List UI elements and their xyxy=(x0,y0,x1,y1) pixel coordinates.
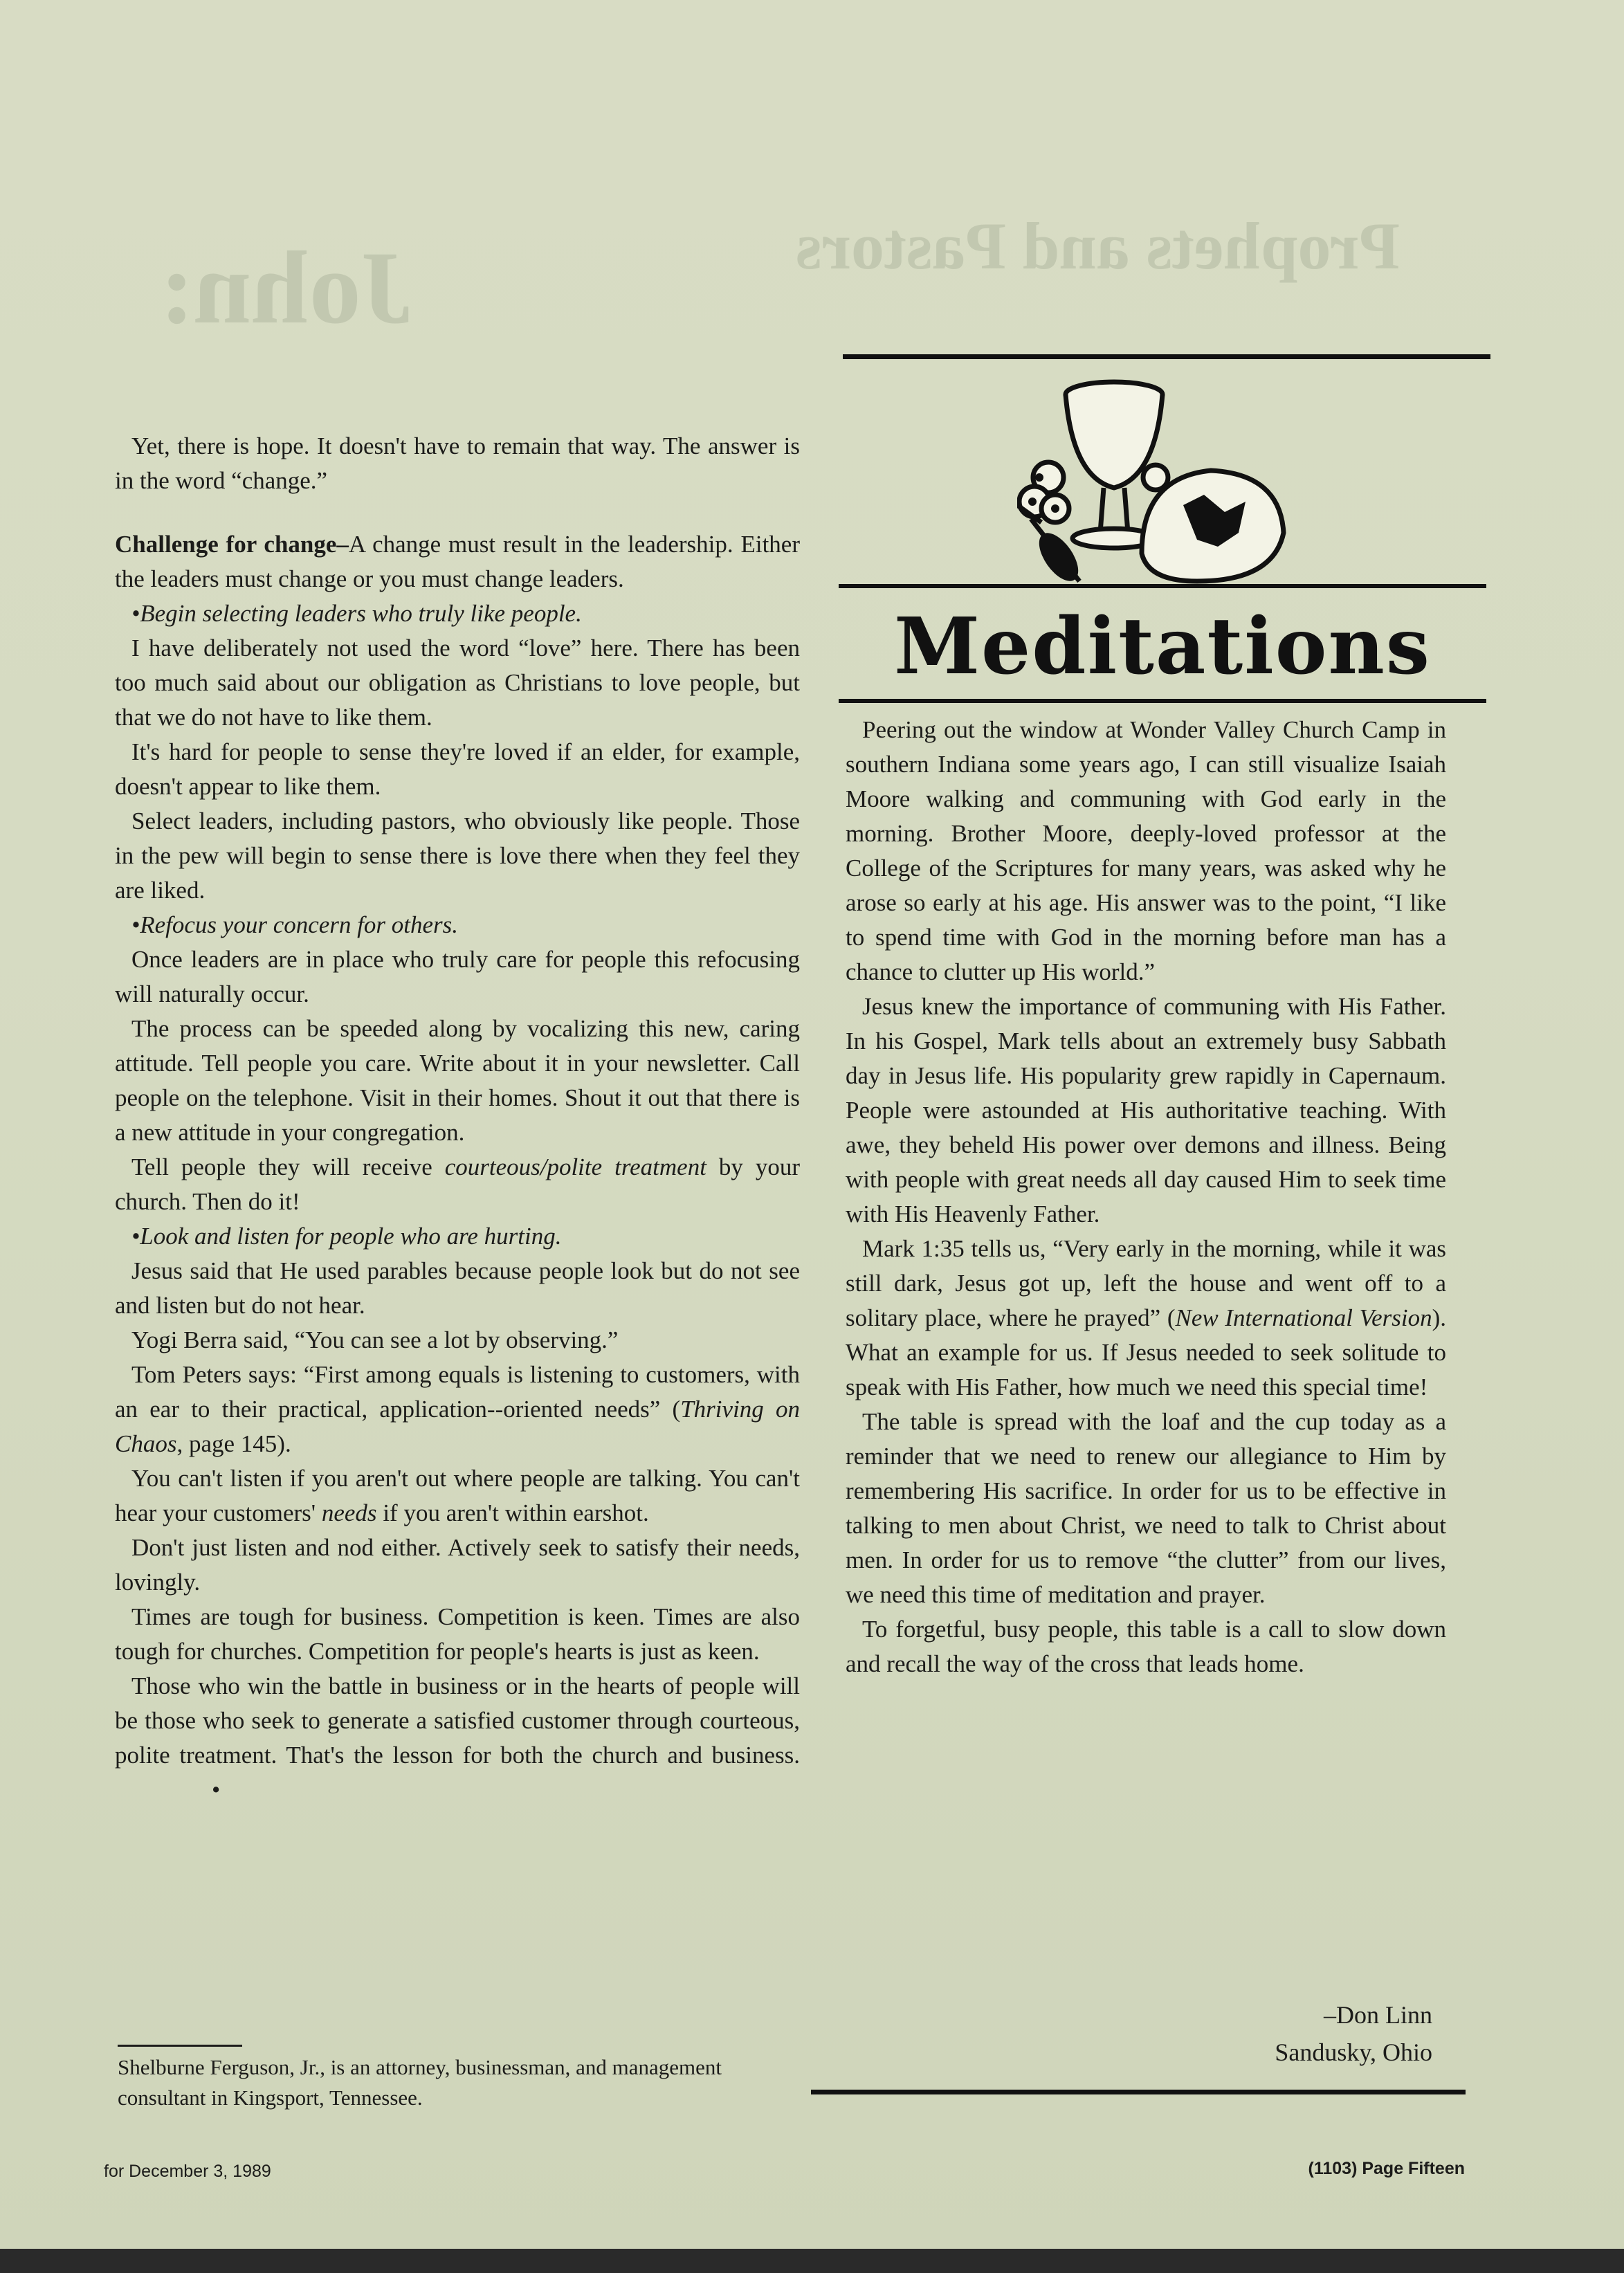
bullet-point: •Look and listen for people who are hurting. xyxy=(131,1223,562,1250)
issue-date-footer: for December 3, 1989 xyxy=(104,2162,271,2181)
article-paragraph: Tell people they will receive courteous/polite treatment by your church. Then do it! xyxy=(115,1153,801,1215)
article-paragraph: Times are tough for business. Competition is keen. Times are also tough for churches. Competition for people's hearts is just as keen. xyxy=(115,1603,800,1665)
meditations-title: Meditations xyxy=(894,601,1431,692)
bleed-through-heading-left: John: xyxy=(159,230,413,345)
article-paragraph: Yet, there is hope. It doesn't have to remain that way. The answer is in the word “change.” xyxy=(115,432,800,494)
bleed-through-heading-right: Prophets and Pastors xyxy=(796,209,1400,283)
illustration-baseline-rule xyxy=(839,584,1486,588)
meditation-paragraph: To forgetful, busy people, this table is a call to slow down and recall the way of the cross that leads home. xyxy=(846,1616,1446,1677)
article-paragraph: Don't just listen and nod either. Actively seek to satisfy their needs, lovingly. xyxy=(115,1534,800,1596)
article-paragraph: Select leaders, including pastors, who obviously like people. Those in the pew will begin to sense there is love there when they feel they are liked. xyxy=(115,807,800,904)
author-footnote: Shelburne Ferguson, Jr., is an attorney, businessman, and management consultant in Kingsport, Tennessee. xyxy=(118,2055,722,2110)
meditation-paragraph: Jesus knew the importance of communing with His Father. In his Gospel, Mark tells about an extremely busy Sabbath day in Jesus life. His popularity grew rapidly in Capernaum. People were astounded at His authoritative teaching. With awe, they beheld His power over demons and illness. Being with people with great needs all day caused Him to seek time with His Heavenly Father. xyxy=(846,993,1446,1227)
meditation-byline xyxy=(1107,1996,1432,2071)
meditation-paragraph: Mark 1:35 tells us, “Very early in the morning, while it was still dark, Jesus got up, left the house and went off to a solitary place, where he prayed” (New International Version). What an example for us. If Jesus needed to seek solitude to speak with His Father, how much we need this special time! xyxy=(846,1235,1446,1400)
bottom-rule xyxy=(811,2090,1466,2094)
article-paragraph: It's hard for people to sense they're loved if an elder, for example, doesn't appear to like them. xyxy=(115,738,800,800)
top-rule xyxy=(843,354,1490,359)
byline-place: Sandusky, Ohio xyxy=(1275,2038,1432,2066)
footnote-divider xyxy=(118,2045,242,2047)
article-paragraph: I have deliberately not used the word “love” here. There has been too much said about our obligation as Christians to love people, but that we do not have to like them. xyxy=(115,635,800,731)
subheading: Challenge for change– xyxy=(115,531,349,558)
article-paragraph: You can't listen if you aren't out where people are talking. You can't hear your customers' needs if you aren't within earshot. xyxy=(115,1465,800,1526)
article-paragraph: Yogi Berra said, “You can see a lot by observing.” xyxy=(131,1326,619,1353)
article-paragraph: Those who win the battle in business or in the hearts of people will be those who seek to generate a satisfied customer through courteous, polite treatment. That's the lesson for both the church and business. • xyxy=(115,1672,800,1803)
meditations-column xyxy=(846,713,1446,1681)
article-paragraph: The process can be speeded along by vocalizing this new, caring attitude. Tell people you care. Write about it in your newsletter. Call people on the telephone. Visit in their homes. Shout it out that there is a new attitude in your congregation. xyxy=(115,1015,800,1146)
article-paragraph: Tom Peters says: “First among equals is listening to customers, with an ear to their practical, application--oriented needs” (Thriving on Chaos, page 145). xyxy=(115,1361,801,1457)
meditation-paragraph: Peering out the window at Wonder Valley Church Camp in southern Indiana some years ago, I can still visualize Isaiah Moore walking and communing with God early in the morning. Brother Moore, deeply-loved professor at the College of the Scriptures for many years, was asked why he arose so early at his age. His answer was to the point, “I like to spend time with God in the morning before man has a chance to clutter up His world.” xyxy=(846,716,1446,985)
article-paragraph: Jesus said that He used parables because people look but do not see and listen but do not hear. xyxy=(115,1257,800,1319)
page-number-footer: (1103) Page Fifteen xyxy=(1308,2159,1465,2178)
scan-edge xyxy=(0,2249,1624,2273)
byline-name: –Don Linn xyxy=(1324,2001,1432,2029)
communion-cup-and-bread-illustration xyxy=(1017,374,1308,588)
article-paragraph: Once leaders are in place who truly care for people this refocusing will naturally occur. xyxy=(115,946,800,1007)
article-column xyxy=(115,429,800,1807)
title-underline-rule xyxy=(839,699,1486,703)
end-mark: • xyxy=(212,1776,221,1803)
bullet-point: •Refocus your concern for others. xyxy=(131,911,459,938)
bullet-point: •Begin selecting leaders who truly like people. xyxy=(131,600,582,627)
article-paragraph: Challenge for change–A change must result in the leadership. Either the leaders must change or you must change leaders. xyxy=(115,531,800,592)
meditation-paragraph: The table is spread with the loaf and the cup today as a reminder that we need to renew our allegiance to Him by remembering His sacrifice. In order for us to be effective in talking to men about Christ, we need to talk to Christ about men. In order for us to remove “the clutter” from our lives, we need this time of meditation and prayer. xyxy=(846,1408,1446,1608)
